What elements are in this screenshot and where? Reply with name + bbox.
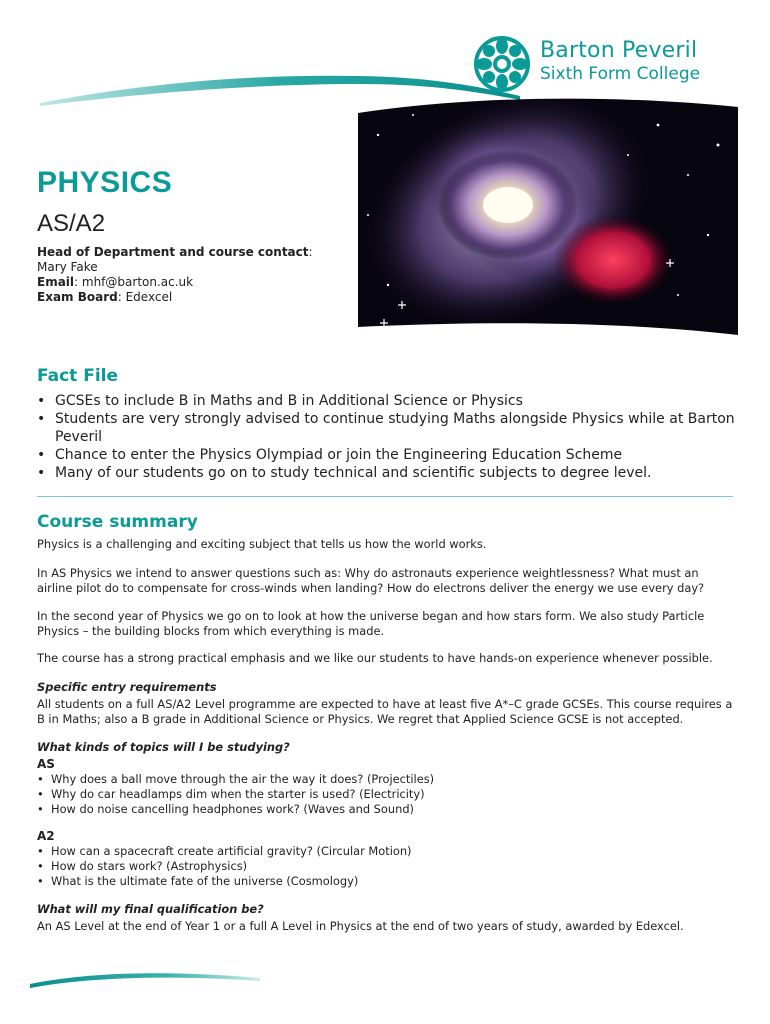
contact-board-value: Edexcel [125,290,173,304]
summary-paragraph: Physics is a challenging and exciting subject that tells us how the world works. [37,537,487,551]
list-item: • How do stars work? (Astrophysics) [37,859,737,874]
contact-email-label: Email [37,275,75,289]
contact-block [37,245,313,305]
contact-board-label: Exam Board [37,290,118,304]
page-title: PHYSICS [37,166,173,199]
as-label: AS [37,757,55,771]
list-item: • Many of our students go on to study technical and scientific subjects to degree level. [37,464,737,482]
list-item: • What is the ultimate fate of the universe (Cosmology) [37,874,737,889]
entry-requirements-text: All students on a full AS/A2 Level programme are expected to have at least five A*–C grade GCSEs. This course requires a B in Maths; also a B grade in Additional Science or Physics. We regret that Applied Science GCSE is not accepted. [37,697,733,726]
a2-topics-list [37,844,737,889]
fact-file-heading: Fact File [37,366,119,386]
list-item: • Students are very strongly advised to continue studying Maths alongside Physics while at Barton Peveril [37,410,737,446]
contact-head-label: Head of Department and course contact [37,245,309,259]
galaxy-image [358,95,738,335]
college-subtitle: Sixth Form College [540,64,701,84]
list-item: • How can a spacecraft create artificial gravity? (Circular Motion) [37,844,737,859]
course-summary-heading: Course summary [37,512,198,532]
contact-head-value: Mary Fake [37,260,98,274]
section-divider [37,496,733,497]
qualification-heading: What will my final qualification be? [37,902,264,916]
summary-paragraph: In the second year of Physics we go on to look at how the universe began and how stars form. We also study Particle Physics – the building blocks from which everything is made. [37,609,705,638]
contact-board-line: Exam Board: Edexcel [37,290,173,304]
a2-label: A2 [37,829,55,843]
contact-email-line: Email: mhf@barton.ac.uk [37,275,194,289]
list-item: • How do noise cancelling headphones work? (Waves and Sound) [37,802,737,817]
contact-head-line: Head of Department and course contact: [37,245,313,259]
summary-paragraph: The course has a strong practical emphasis and we like our students to have hands-on experience whenever possible. [37,651,713,665]
fact-file-list [37,392,737,482]
course-level: AS/A2 [37,210,106,237]
summary-paragraph: In AS Physics we intend to answer questions such as: Why do astronauts experience weightlessness? What must an airline pilot do to compensate for cross-winds when landing? How do electrons deliver the energy we use every day? [37,566,705,595]
list-item: • Why does a ball move through the air the way it does? (Projectiles) [37,772,737,787]
list-item: • Why do car headlamps dim when the starter is used? (Electricity) [37,787,737,802]
college-name: Barton Peveril [540,38,698,63]
qualification-text: An AS Level at the end of Year 1 or a full A Level in Physics at the end of two years of study, awarded by Edexcel. [37,919,684,933]
contact-email-value[interactable]: mhf@barton.ac.uk [81,275,194,289]
as-topics-list [37,772,737,817]
footer-swoosh [30,966,270,996]
list-item: • GCSEs to include B in Maths and B in Additional Science or Physics [37,392,737,410]
college-rose-logo-icon [470,32,534,96]
topics-heading: What kinds of topics will I be studying? [37,740,290,754]
entry-requirements-heading: Specific entry requirements [37,680,217,694]
list-item: • Chance to enter the Physics Olympiad or join the Engineering Education Scheme [37,446,737,464]
